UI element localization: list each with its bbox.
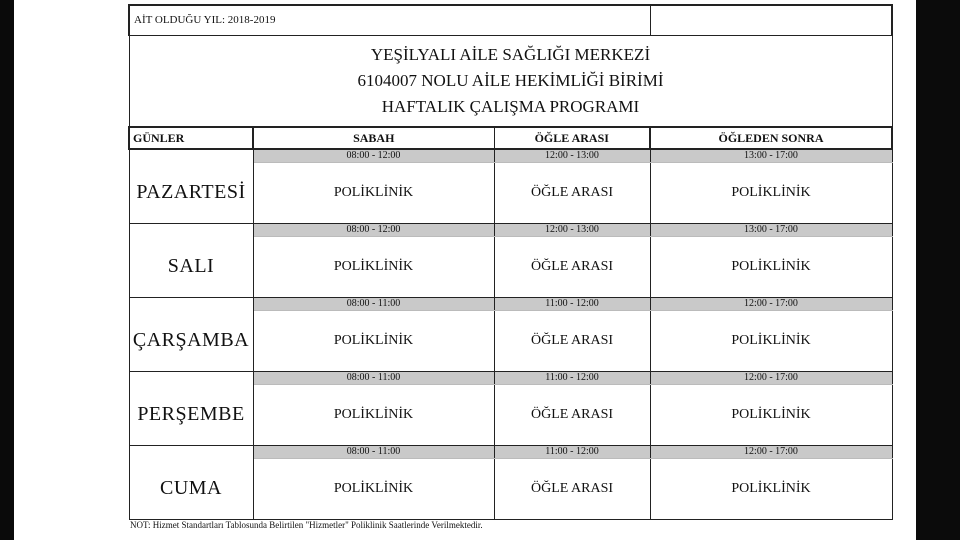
activity-morning: POLİKLİNİK <box>253 236 494 297</box>
time-row <box>129 371 892 384</box>
time-afternoon: 13:00 - 17:00 <box>650 223 892 236</box>
day-row <box>129 458 892 519</box>
day-name: ÇARŞAMBA <box>129 310 253 371</box>
day-cell-top <box>129 445 253 458</box>
day-cell-top <box>129 223 253 236</box>
time-row <box>129 445 892 458</box>
day-cell-top <box>129 371 253 384</box>
activity-morning: POLİKLİNİK <box>253 310 494 371</box>
time-morning: 08:00 - 12:00 <box>253 223 494 236</box>
activity-lunch: ÖĞLE ARASI <box>494 310 650 371</box>
time-morning: 08:00 - 11:00 <box>253 297 494 310</box>
year-label: AİT OLDUĞU YIL: 2018-2019 <box>129 5 650 35</box>
title-line-2: 6104007 NOLU AİLE HEKİMLİĞİ BİRİMİ <box>357 70 664 90</box>
column-header-row <box>129 127 892 149</box>
time-afternoon: 12:00 - 17:00 <box>650 445 892 458</box>
activity-afternoon: POLİKLİNİK <box>650 310 892 371</box>
time-afternoon: 12:00 - 17:00 <box>650 297 892 310</box>
year-blank-cell <box>650 5 892 35</box>
title-line-1: YEŞİLYALI AİLE SAĞLIĞI MERKEZİ <box>370 44 651 64</box>
activity-afternoon: POLİKLİNİK <box>650 162 892 223</box>
activity-afternoon: POLİKLİNİK <box>650 458 892 519</box>
time-row <box>129 149 892 162</box>
time-afternoon: 13:00 - 17:00 <box>650 149 892 162</box>
time-row <box>129 223 892 236</box>
day-cell-top <box>129 297 253 310</box>
time-lunch: 11:00 - 12:00 <box>494 371 650 384</box>
time-lunch: 11:00 - 12:00 <box>494 445 650 458</box>
activity-afternoon: POLİKLİNİK <box>650 384 892 445</box>
time-row <box>129 297 892 310</box>
day-cell-top <box>129 149 253 162</box>
year-row <box>129 5 892 35</box>
day-row <box>129 384 892 445</box>
document-title <box>129 35 892 127</box>
activity-morning: POLİKLİNİK <box>253 384 494 445</box>
col-header-morning: SABAH <box>253 127 494 149</box>
footer-note: NOT: Hizmet Standartları Tablosunda Belirtilen "Hizmetler" Poliklinik Saatlerinde Verilmektedir. <box>130 520 483 530</box>
day-name: PAZARTESİ <box>129 162 253 223</box>
activity-lunch: ÖĞLE ARASI <box>494 236 650 297</box>
day-name: CUMA <box>129 458 253 519</box>
time-morning: 08:00 - 11:00 <box>253 445 494 458</box>
photo-edge-left <box>0 0 14 540</box>
time-morning: 08:00 - 12:00 <box>253 149 494 162</box>
col-header-lunch: ÖĞLE ARASI <box>494 127 650 149</box>
time-lunch: 11:00 - 12:00 <box>494 297 650 310</box>
time-lunch: 12:00 - 13:00 <box>494 149 650 162</box>
title-line-3: HAFTALIK ÇALIŞMA PROGRAMI <box>381 96 640 116</box>
schedule-table <box>128 4 893 520</box>
day-row <box>129 162 892 223</box>
col-header-afternoon: ÖĞLEDEN SONRA <box>650 127 892 149</box>
day-name: SALI <box>129 236 253 297</box>
time-lunch: 12:00 - 13:00 <box>494 223 650 236</box>
activity-afternoon: POLİKLİNİK <box>650 236 892 297</box>
time-morning: 08:00 - 11:00 <box>253 371 494 384</box>
col-header-days: GÜNLER <box>129 127 253 149</box>
title-row <box>129 35 892 127</box>
activity-morning: POLİKLİNİK <box>253 458 494 519</box>
activity-lunch: ÖĞLE ARASI <box>494 458 650 519</box>
activity-lunch: ÖĞLE ARASI <box>494 162 650 223</box>
activity-morning: POLİKLİNİK <box>253 162 494 223</box>
time-afternoon: 12:00 - 17:00 <box>650 371 892 384</box>
activity-lunch: ÖĞLE ARASI <box>494 384 650 445</box>
day-name: PERŞEMBE <box>129 384 253 445</box>
day-row <box>129 310 892 371</box>
photo-edge-right <box>916 0 960 540</box>
day-row <box>129 236 892 297</box>
